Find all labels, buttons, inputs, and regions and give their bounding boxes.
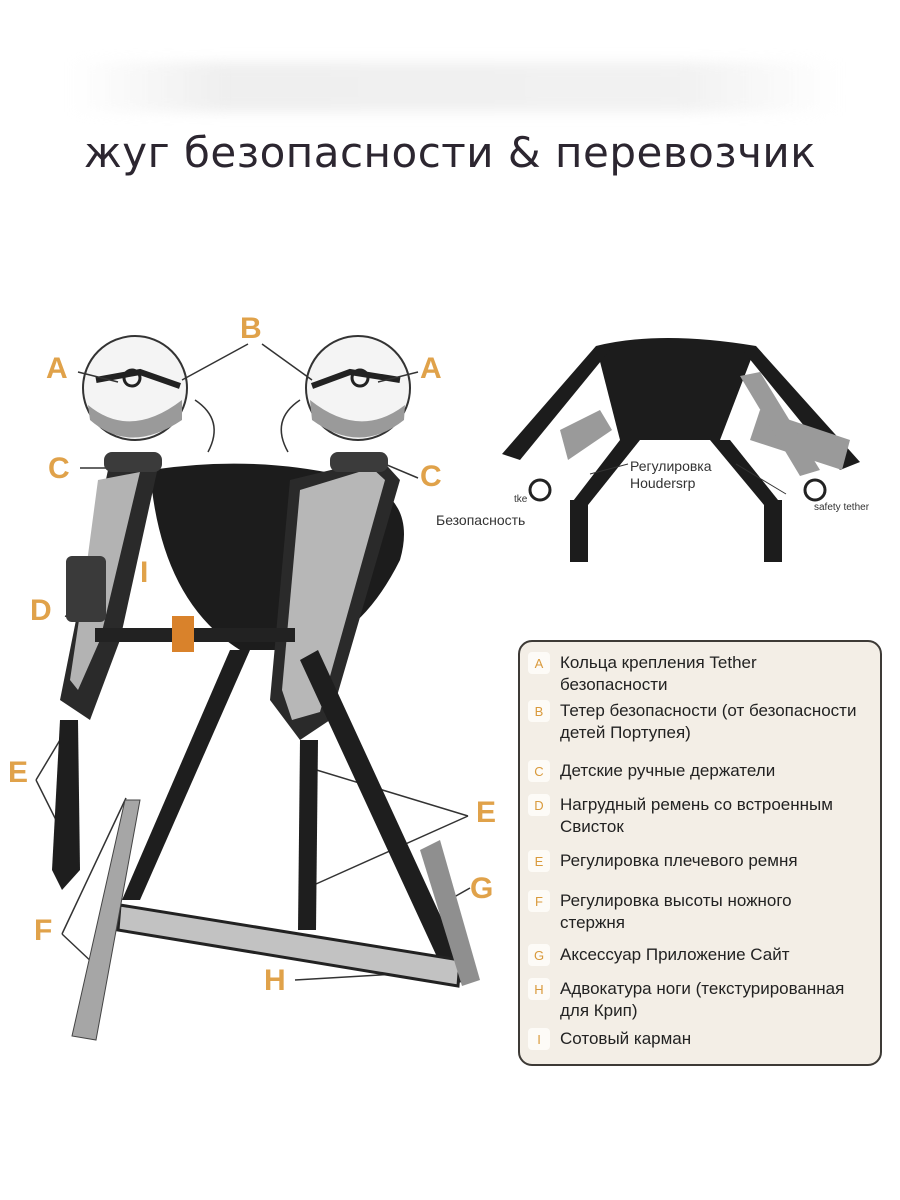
legend-text: Нагрудный ремень со встроенным Свисток [560,795,833,836]
legend-letter: C [528,760,550,782]
legend-letter: E [528,850,550,872]
callout-h: H [264,964,286,997]
callout-f: F [34,914,53,947]
callout-c-left: C [48,452,70,485]
legend-item-i [528,1028,860,1050]
adjust-holder-label: Регулировка Houdersrp [630,458,712,491]
legend-text: Тетер безопасности (от безопасности детей Портупея) [560,701,857,742]
callout-d: D [30,594,52,627]
harness-back-view [502,338,860,562]
legend-item-c [528,760,880,782]
legend-item-f [528,890,860,934]
callout-e-right: E [476,796,497,829]
callout-e-left: E [8,756,29,789]
legend-text: Кольца крепления Tether безопасности [560,653,757,694]
legend-item-e [528,850,880,872]
harness-front-view [52,452,480,1040]
legend-letter: A [528,652,550,674]
legend-item-h [528,978,860,1022]
legend-item-d [528,794,840,838]
legend-item-b [528,700,880,744]
legend-item-a [528,652,860,696]
callout-c-right: C [420,460,442,493]
legend-text: Сотовый карман [560,1029,692,1048]
legend-letter: F [528,890,550,912]
legend-text: Адвокатура ноги (текстурированная для Крип) [560,979,845,1020]
legend-box [518,640,882,1066]
callout-g: G [470,872,494,905]
legend-item-g [528,944,880,966]
legend-letter: H [528,978,550,1000]
callout-a-left: A [46,352,68,385]
page-title: жуг безопасности & перевозчик [83,128,817,177]
legend-letter: I [528,1028,550,1050]
safety-label: Безопасность [436,512,526,528]
legend-text: Регулировка плечевого ремня [560,851,798,870]
legend-text: Регулировка высоты ножного стержня [560,891,792,932]
legend-text: Аксессуар Приложение Сайт [560,945,790,964]
legend-text: Детские ручные держатели [560,761,776,780]
callout-a-right: A [420,352,442,385]
zoom-circle-left [83,336,187,440]
safety-tether-label: safety tether [814,502,870,513]
legend-letter: B [528,700,550,722]
tether-partial-label: tke [514,494,528,505]
zoom-circle-right [306,336,410,440]
legend-letter: D [528,794,550,816]
callout-b: B [240,312,262,345]
legend-letter: G [528,944,550,966]
callout-i: I [140,556,149,589]
